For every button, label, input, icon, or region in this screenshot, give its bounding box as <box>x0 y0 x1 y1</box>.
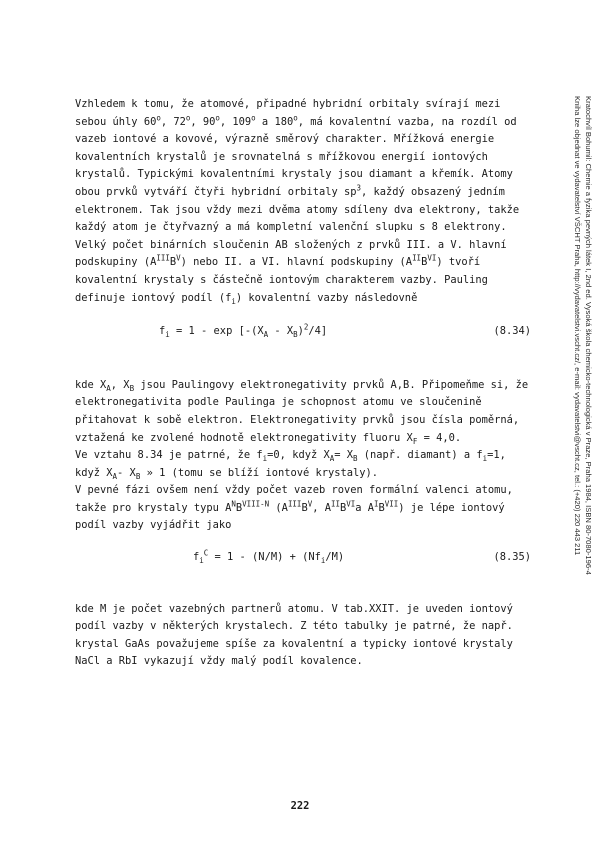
equation-8-35 <box>75 549 531 567</box>
paragraph-table-reference: kde M je počet vazebných partnerů atomu. V tab.XXIT. je uveden iontový podíl vazby v některých krystalech. Z této tabulky je patrné, že např. krystal GaAs považujeme spíše za kovalentní a typicky iontové krystaly NaCl a RbI vykazují vždy malý podíl kovalence. <box>75 602 513 668</box>
equation-8-35-number: (8.35) <box>493 551 531 564</box>
equation-8-34-number: (8.34) <box>493 325 531 338</box>
page-body <box>75 96 531 671</box>
publisher-citation: Kratochvíl Bohumil: Chemie a fyzika pevných látek I, 2nd ed. Vysoká škola chemicko-technologická v Praze, Praha 1984, ISBN 80-7080-196-4 <box>584 96 593 575</box>
equation-8-34 <box>75 323 531 341</box>
paragraph-electronegativity: kde $X_A$, $X_B$ jsou Paulingovy elektronegativity prvků A,B. Připomeňme si, že elektronegativita podle Paulinga je schopnost atomu ve sloučenině přitahovat k sobě elektron. Elektronegativity prvků jsou čísla poměrná, vztažená ke zvolené hodnotě elektronegativity fluoru $X_F = 4,0$. <box>75 378 529 446</box>
paragraph-binary-compounds: Velký počet binárních sloučenin AB složených z prvků III. a V. hlavní podskupiny $(A^{III}B^V)$ nebo II. a VI. hlavní podskupiny $(A^{II}B^{VI})$ tvoří kovalentní krystaly s částečně iontovým charakterem vazby. Pauling definuje iontový podíl $(f_i)$ kovalentní vazby následovně <box>75 238 507 306</box>
equation-8-34-formula: $f_i = 1 - \exp [-(X_A - X_B)^2/4]$ <box>159 322 328 340</box>
paragraph-relation-8-34: Ve vztahu 8.34 je patrné, že $f_i=0$, když $X_A= X_B$ (např. diamant) a $f_i=1$, když $X_A-$ $X_B$ » 1 (tomu se blíží iontové krystaly). <box>75 449 506 481</box>
publisher-order-info: Kniha lze objednat ve vydavatelství VŠCHT Praha, http://vydavatelstvi.vscht.cz/, e-mail: vydavatelstvi@vscht.cz, tel.: (+420) 220 443 211 <box>573 96 582 556</box>
paragraph-solid-phase: V pevné fázi ovšem není vždy počet vazeb roven formální valenci atomu, takže pro krystaly typu $A^NB^{VIII-N}$ ($A^{III}B^V$, $A^{II}B^{VI}a$ $A^IB^{VII}$) je lépe iontový podíl vazby vyjádřit jako <box>75 484 513 532</box>
publisher-notice <box>572 96 594 656</box>
equation-8-35-formula: $f_i^C = 1 - (N/M) + (Nf_i/M)$ <box>193 548 345 566</box>
paragraph-covalent-bond: Vzhledem k tomu, že atomové, připadné hybridní orbitaly svírají mezi sebou úhly 60$^o$, 72$^o$, 90$^o$, 109$^o$ a 180$^o$, má kovalentní vazba, na rozdíl od vazeb iontové a kovové, výrazně směrový charakter. Mřížková energie kovalentních krystalů je srovnatelná s mřížkovou energií iontových krystalů. Typickými kovalentními krystaly jsou diamant a křemík. Atomy obou prvků vytváří čtyři hybridní orbitaly $sp^3$, každý obsazený jedním elektronem. Tak jsou vždy mezi dvěma atomy sdíleny dva elektrony, takže každý atom je čtyřvazný a má kompletní valenční slupku s 8 elektrony. <box>75 98 520 234</box>
page-number: 222 <box>290 800 310 812</box>
